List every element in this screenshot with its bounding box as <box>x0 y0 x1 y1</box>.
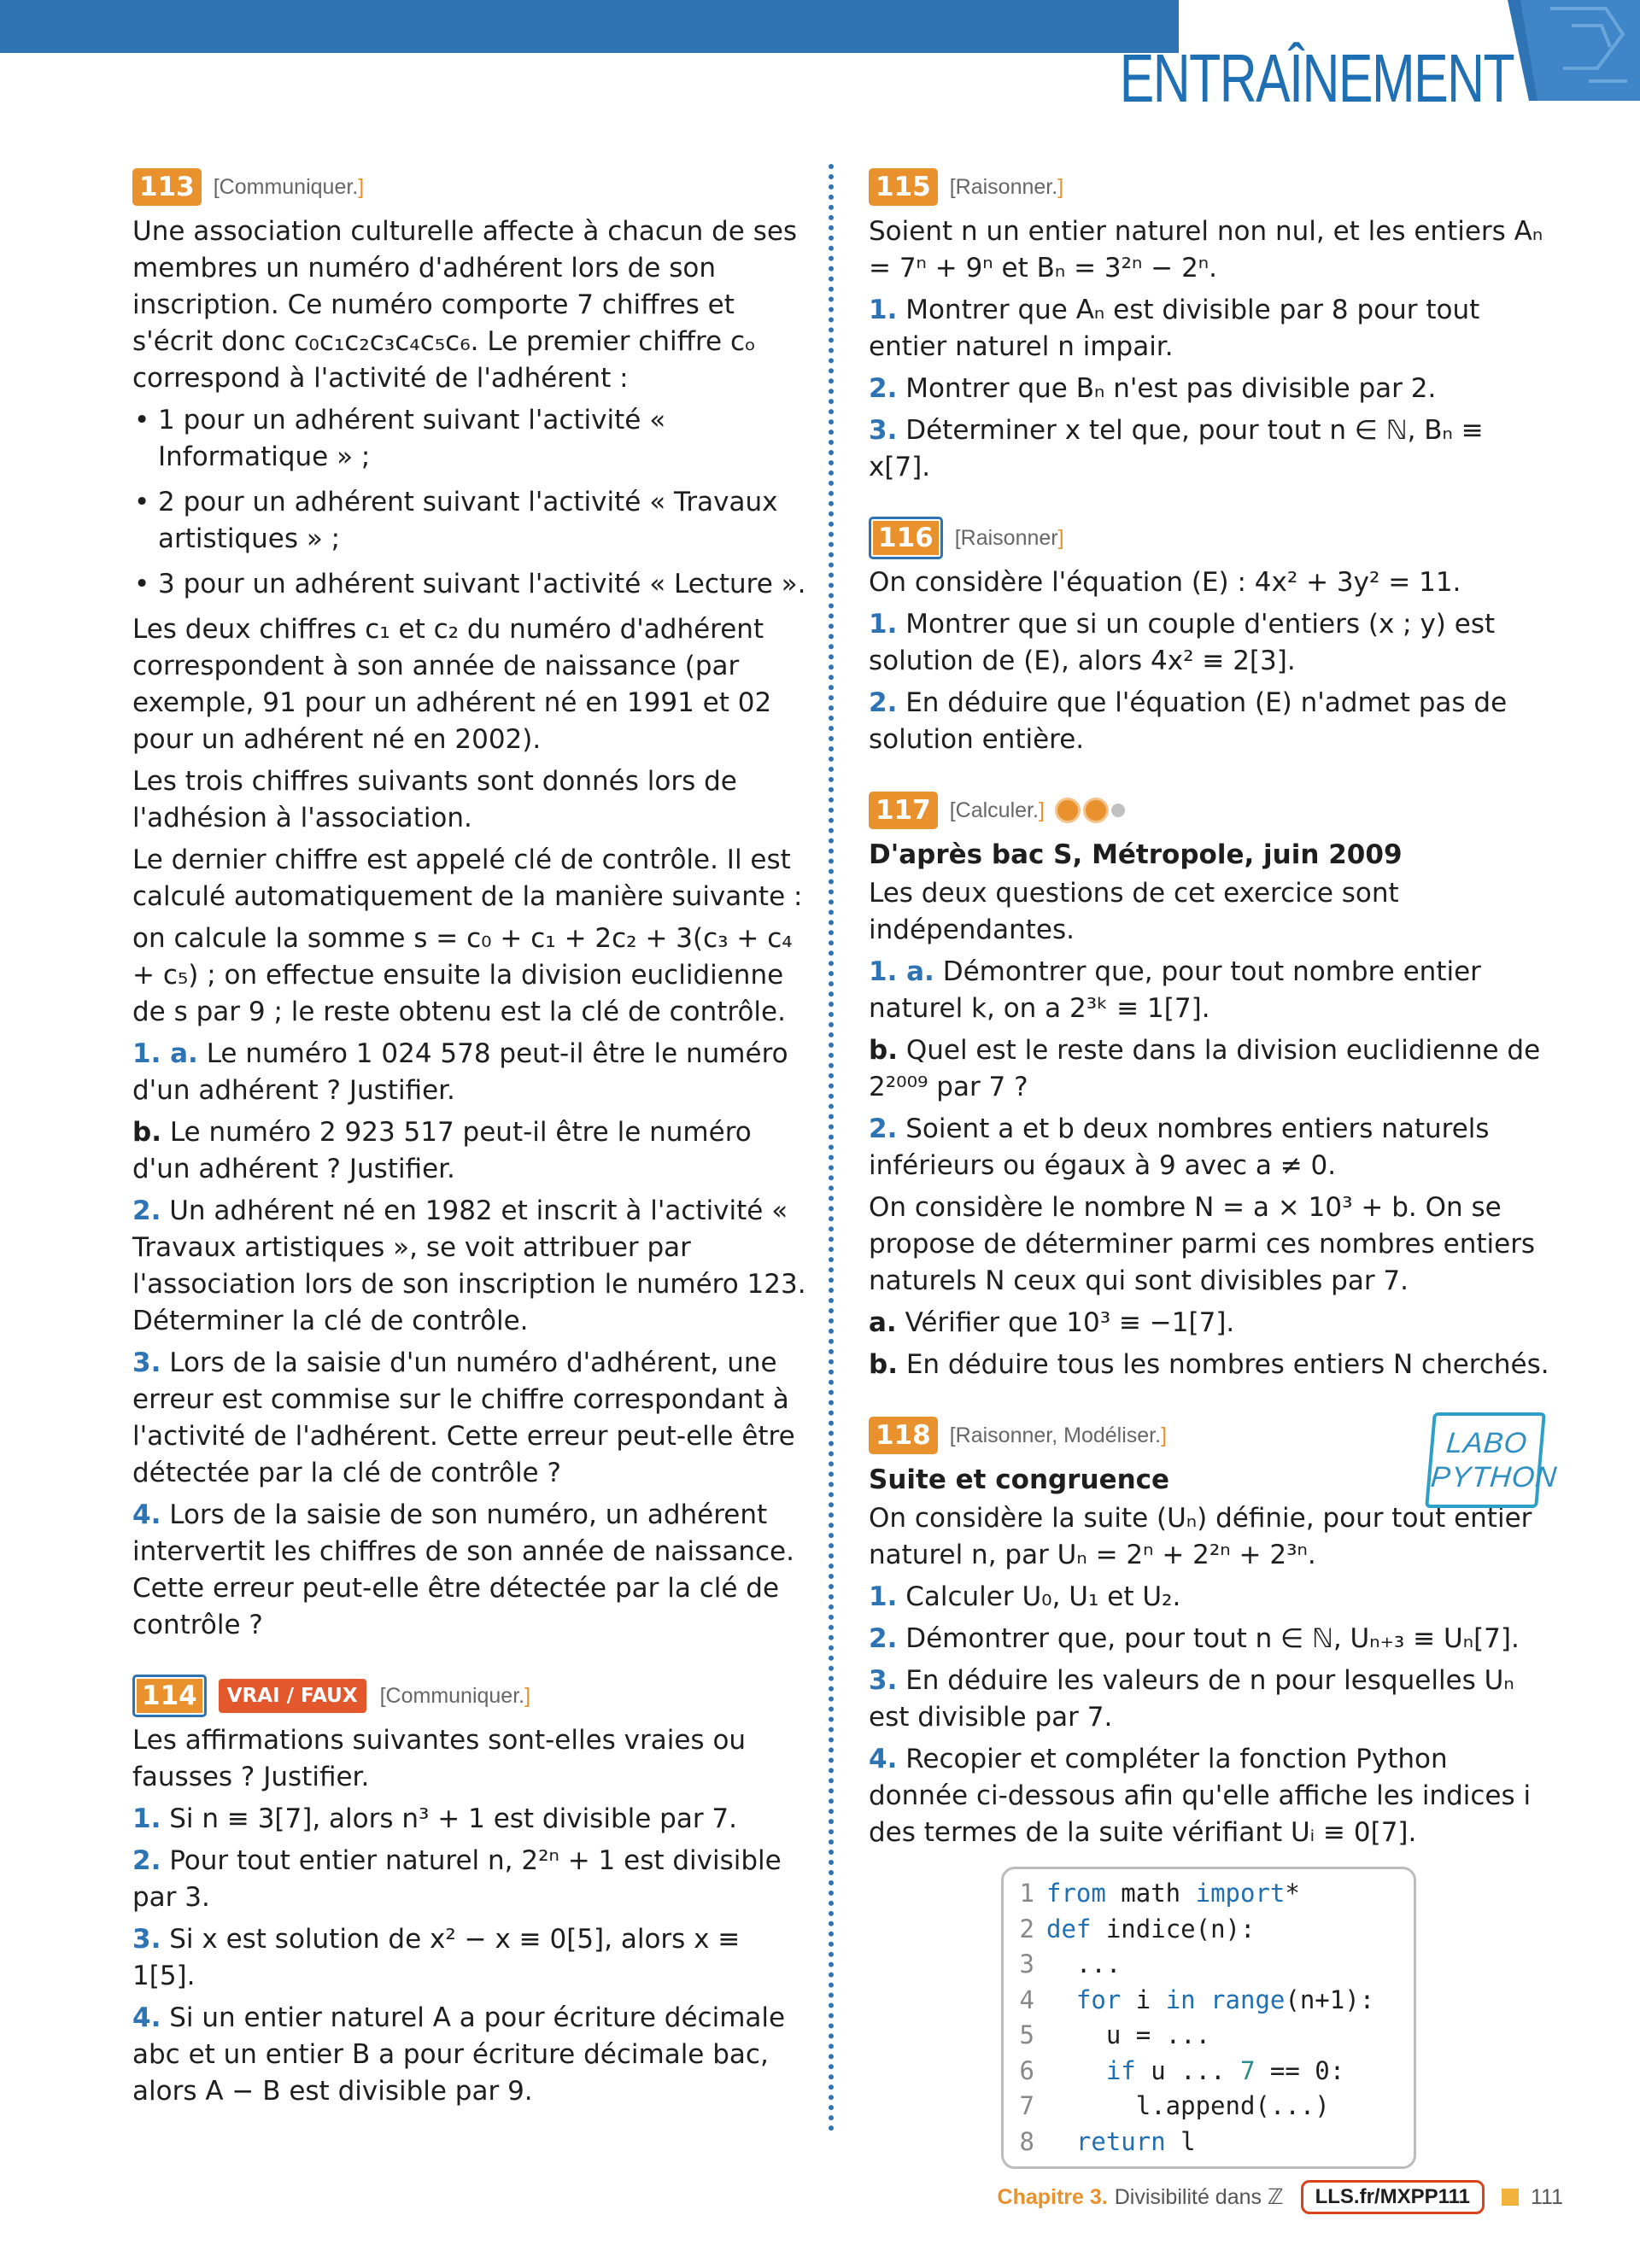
question: b. Quel est le reste dans la division euclidienne de 2²⁰⁰⁹ par 7 ? <box>869 1035 1541 1102</box>
difficulty-dot-filled <box>1055 798 1081 823</box>
skill-tag: [Calculer.] <box>949 798 1045 822</box>
exercise-113 <box>132 164 807 1644</box>
code-line: 1 from math import* <box>1019 1879 1300 1908</box>
skill-tag: [Raisonner] <box>954 525 1064 550</box>
question: 1. a. Démontrer que, pour tout nombre entier naturel k, on a 2³ᵏ ≡ 1[7]. <box>869 956 1481 1024</box>
question: 1. a. Le numéro 1 024 578 peut-il être le numéro d'un adhérent ? Justifier. <box>132 1038 788 1106</box>
left-column <box>132 164 807 2139</box>
question: a. Vérifier que 10³ ≡ −1[7]. <box>869 1307 1235 1338</box>
question: 3. Lors de la saisie d'un numéro d'adhérent, une erreur est commise sur le chiffre correspondant à l'activité de l'adhérent. Cette erreur peut-elle être détectée par la clé de contrôle ? <box>132 1347 795 1488</box>
question: 2. Soient a et b deux nombres entiers naturels inférieurs ou égaux à 9 avec a ≠ 0. <box>869 1114 1490 1181</box>
labo-python-logo: LABO PYTHON <box>1425 1412 1546 1508</box>
skill-tag: [Communiquer.] <box>213 174 365 199</box>
question: b. Le numéro 2 923 517 peut-il être le numéro d'un adhérent ? Justifier. <box>132 1117 752 1184</box>
exercise-117 <box>869 787 1550 1383</box>
code-line: 6 if u ... 7 == 0: <box>1019 2055 1345 2085</box>
exercise-subtitle: D'après bac S, Métropole, juin 2009 <box>869 839 1403 870</box>
exercise-number: 115 <box>869 168 938 206</box>
python-code-block <box>1001 1867 1416 2169</box>
code-line: 8 return l <box>1019 2126 1196 2156</box>
code-line: 2 def indice(n): <box>1019 1914 1256 1944</box>
difficulty-indicator <box>1055 798 1128 823</box>
paragraph: Les trois chiffres suivants sont donnés lors de l'adhésion à l'association. <box>132 766 737 833</box>
chapter-label: Chapitre 3. <box>997 2184 1108 2209</box>
question: 4. Recopier et compléter la fonction Python donnée ci-dessous afin qu'elle affiche les indices i des termes de la suite vérifiant Uᵢ ≡ 0[7]. <box>869 1744 1532 1848</box>
question: 2. En déduire que l'équation (E) n'admet pas de solution entière. <box>869 687 1508 755</box>
skill-tag: [Raisonner.] <box>949 174 1064 199</box>
question: 4. Lors de la saisie de son numéro, un adhérent intervertit les chiffres de son année de naissance. Cette erreur peut-elle être détectée par la clé de contrôle ? <box>132 1499 794 1640</box>
difficulty-dot-filled <box>1083 798 1109 823</box>
page-footer <box>998 2180 1563 2214</box>
exercise-number: 117 <box>869 792 938 829</box>
list-item: • 1 pour un adhérent suivant l'activité « Informatique » ; <box>132 402 807 476</box>
paragraph: On considère la suite (Uₙ) définie, pour tout entier naturel n, par Uₙ = 2ⁿ + 2²ⁿ + 2³ⁿ. <box>869 1503 1532 1570</box>
question: 2. Démontrer que, pour tout n ∈ ℕ, Uₙ₊₃ ≡ Uₙ[7]. <box>869 1623 1520 1654</box>
paragraph: On considère l'équation (E) : 4x² + 3y² = 11. <box>869 567 1461 598</box>
question: 2. Montrer que Bₙ n'est pas divisible par 2. <box>869 373 1437 404</box>
paragraph: Le dernier chiffre est appelé clé de contrôle. Il est calculé automatiquement de la manière suivante : <box>132 845 803 912</box>
paragraph: Les affirmations suivantes sont-elles vraies ou fausses ? Justifier. <box>132 1725 747 1792</box>
code-line: 7 l.append(...) <box>1019 2091 1330 2120</box>
paragraph: On considère le nombre N = a × 10³ + b. On se propose de déterminer parmi ces nombres entiers naturels N ceux qui sont divisibles par 7. <box>869 1192 1536 1296</box>
exercise-number: 116 <box>869 517 943 559</box>
paragraph: Les deux questions de cet exercice sont indépendantes. <box>869 878 1399 945</box>
vrai-faux-badge: VRAI / FAUX <box>219 1679 366 1713</box>
question: 1. Calculer U₀, U₁ et U₂. <box>869 1581 1181 1612</box>
exercise-number: 114 <box>132 1675 207 1717</box>
question: 1. Montrer que Aₙ est divisible par 8 pour tout entier naturel n impair. <box>869 295 1480 362</box>
exercise-number: 118 <box>869 1417 938 1454</box>
page-number: 111 <box>1530 2184 1563 2209</box>
chapter-title: Divisibilité dans ℤ <box>1114 2185 1284 2209</box>
code-line: 5 u = ... <box>1019 2020 1211 2049</box>
header-band <box>0 0 1179 53</box>
code-line: 4 for i in range(n+1): <box>1019 1984 1375 2014</box>
paragraph: Les deux chiffres c₁ et c₂ du numéro d'adhérent correspondent à son année de naissance (par exemple, 91 pour un adhérent né en 1991 et 02 pour un adhérent né en 2002). <box>132 614 772 755</box>
question: 3. En déduire les valeurs de n pour lesquelles Uₙ est divisible par 7. <box>869 1665 1514 1733</box>
skill-tag: [Communiquer.] <box>379 1683 531 1708</box>
activity-list <box>132 402 807 603</box>
paragraph: Soient n un entier naturel non nul, et les entiers Aₙ = 7ⁿ + 9ⁿ et Bₙ = 3²ⁿ − 2ⁿ. <box>869 216 1543 284</box>
exercise-114 <box>132 1673 807 2110</box>
question: 1. Montrer que si un couple d'entiers (x ; y) est solution de (E), alors 4x² ≡ 2[3]. <box>869 609 1496 676</box>
question: 4. Si un entier naturel A a pour écriture décimale abc et un entier B a pour écriture décimale bac, alors A − B est divisible par 9. <box>132 2002 786 2107</box>
list-item: • 2 pour un adhérent suivant l'activité « Travaux artistiques » ; <box>132 484 807 558</box>
question: b. En déduire tous les nombres entiers N cherchés. <box>869 1349 1549 1380</box>
question: 1. Si n ≡ 3[7], alors n³ + 1 est divisible par 7. <box>132 1803 738 1834</box>
page-title: ENTRAÎNEMENT <box>1119 40 1514 116</box>
code-line: 3 ... <box>1019 1949 1122 1979</box>
exercise-115 <box>869 164 1550 486</box>
exercise-118 <box>869 1412 1559 2169</box>
page-marker-square <box>1502 2189 1519 2206</box>
right-column <box>869 164 1559 2198</box>
resource-link[interactable]: LLS.fr/MXPP111 <box>1301 2180 1485 2214</box>
exercise-116 <box>869 515 1550 758</box>
column-divider <box>829 164 834 2132</box>
question-continuation: Déterminer la clé de contrôle. <box>132 1306 529 1336</box>
skill-tag: [Raisonner, Modéliser.] <box>949 1423 1168 1447</box>
exercise-number: 113 <box>132 168 202 206</box>
difficulty-dot-empty <box>1111 804 1125 817</box>
exercise-subtitle: Suite et congruence <box>869 1464 1170 1495</box>
paragraph: on calcule la somme s = c₀ + c₁ + 2c₂ + 3(c₃ + c₄ + c₅) ; on effectue ensuite la division euclidienne de s par 9 ; le reste obtenu est la clé de contrôle. <box>132 923 793 1027</box>
paragraph: Une association culturelle affecte à chacun de ses membres un numéro d'adhérent lors de son inscription. Ce numéro comporte 7 chiffres et s'écrit donc c₀c₁c₂c₃c₄c₅c₆. Le premier chiffre cₒ correspond à l'activité de l'adhérent : <box>132 216 798 394</box>
question: 3. Si x est solution de x² − x ≡ 0[5], alors x ≡ 1[5]. <box>132 1924 741 1991</box>
question: 3. Déterminer x tel que, pour tout n ∈ ℕ, Bₙ ≡ x[7]. <box>869 415 1484 482</box>
question: 2. Pour tout entier naturel n, 2²ⁿ + 1 est divisible par 3. <box>132 1845 782 1913</box>
list-item: • 3 pour un adhérent suivant l'activité « Lecture ». <box>132 566 807 603</box>
question: 2. Un adhérent né en 1982 et inscrit à l'activité « Travaux artistiques », se voit attribuer par l'association lors de son inscription le numéro 123. <box>132 1195 806 1300</box>
